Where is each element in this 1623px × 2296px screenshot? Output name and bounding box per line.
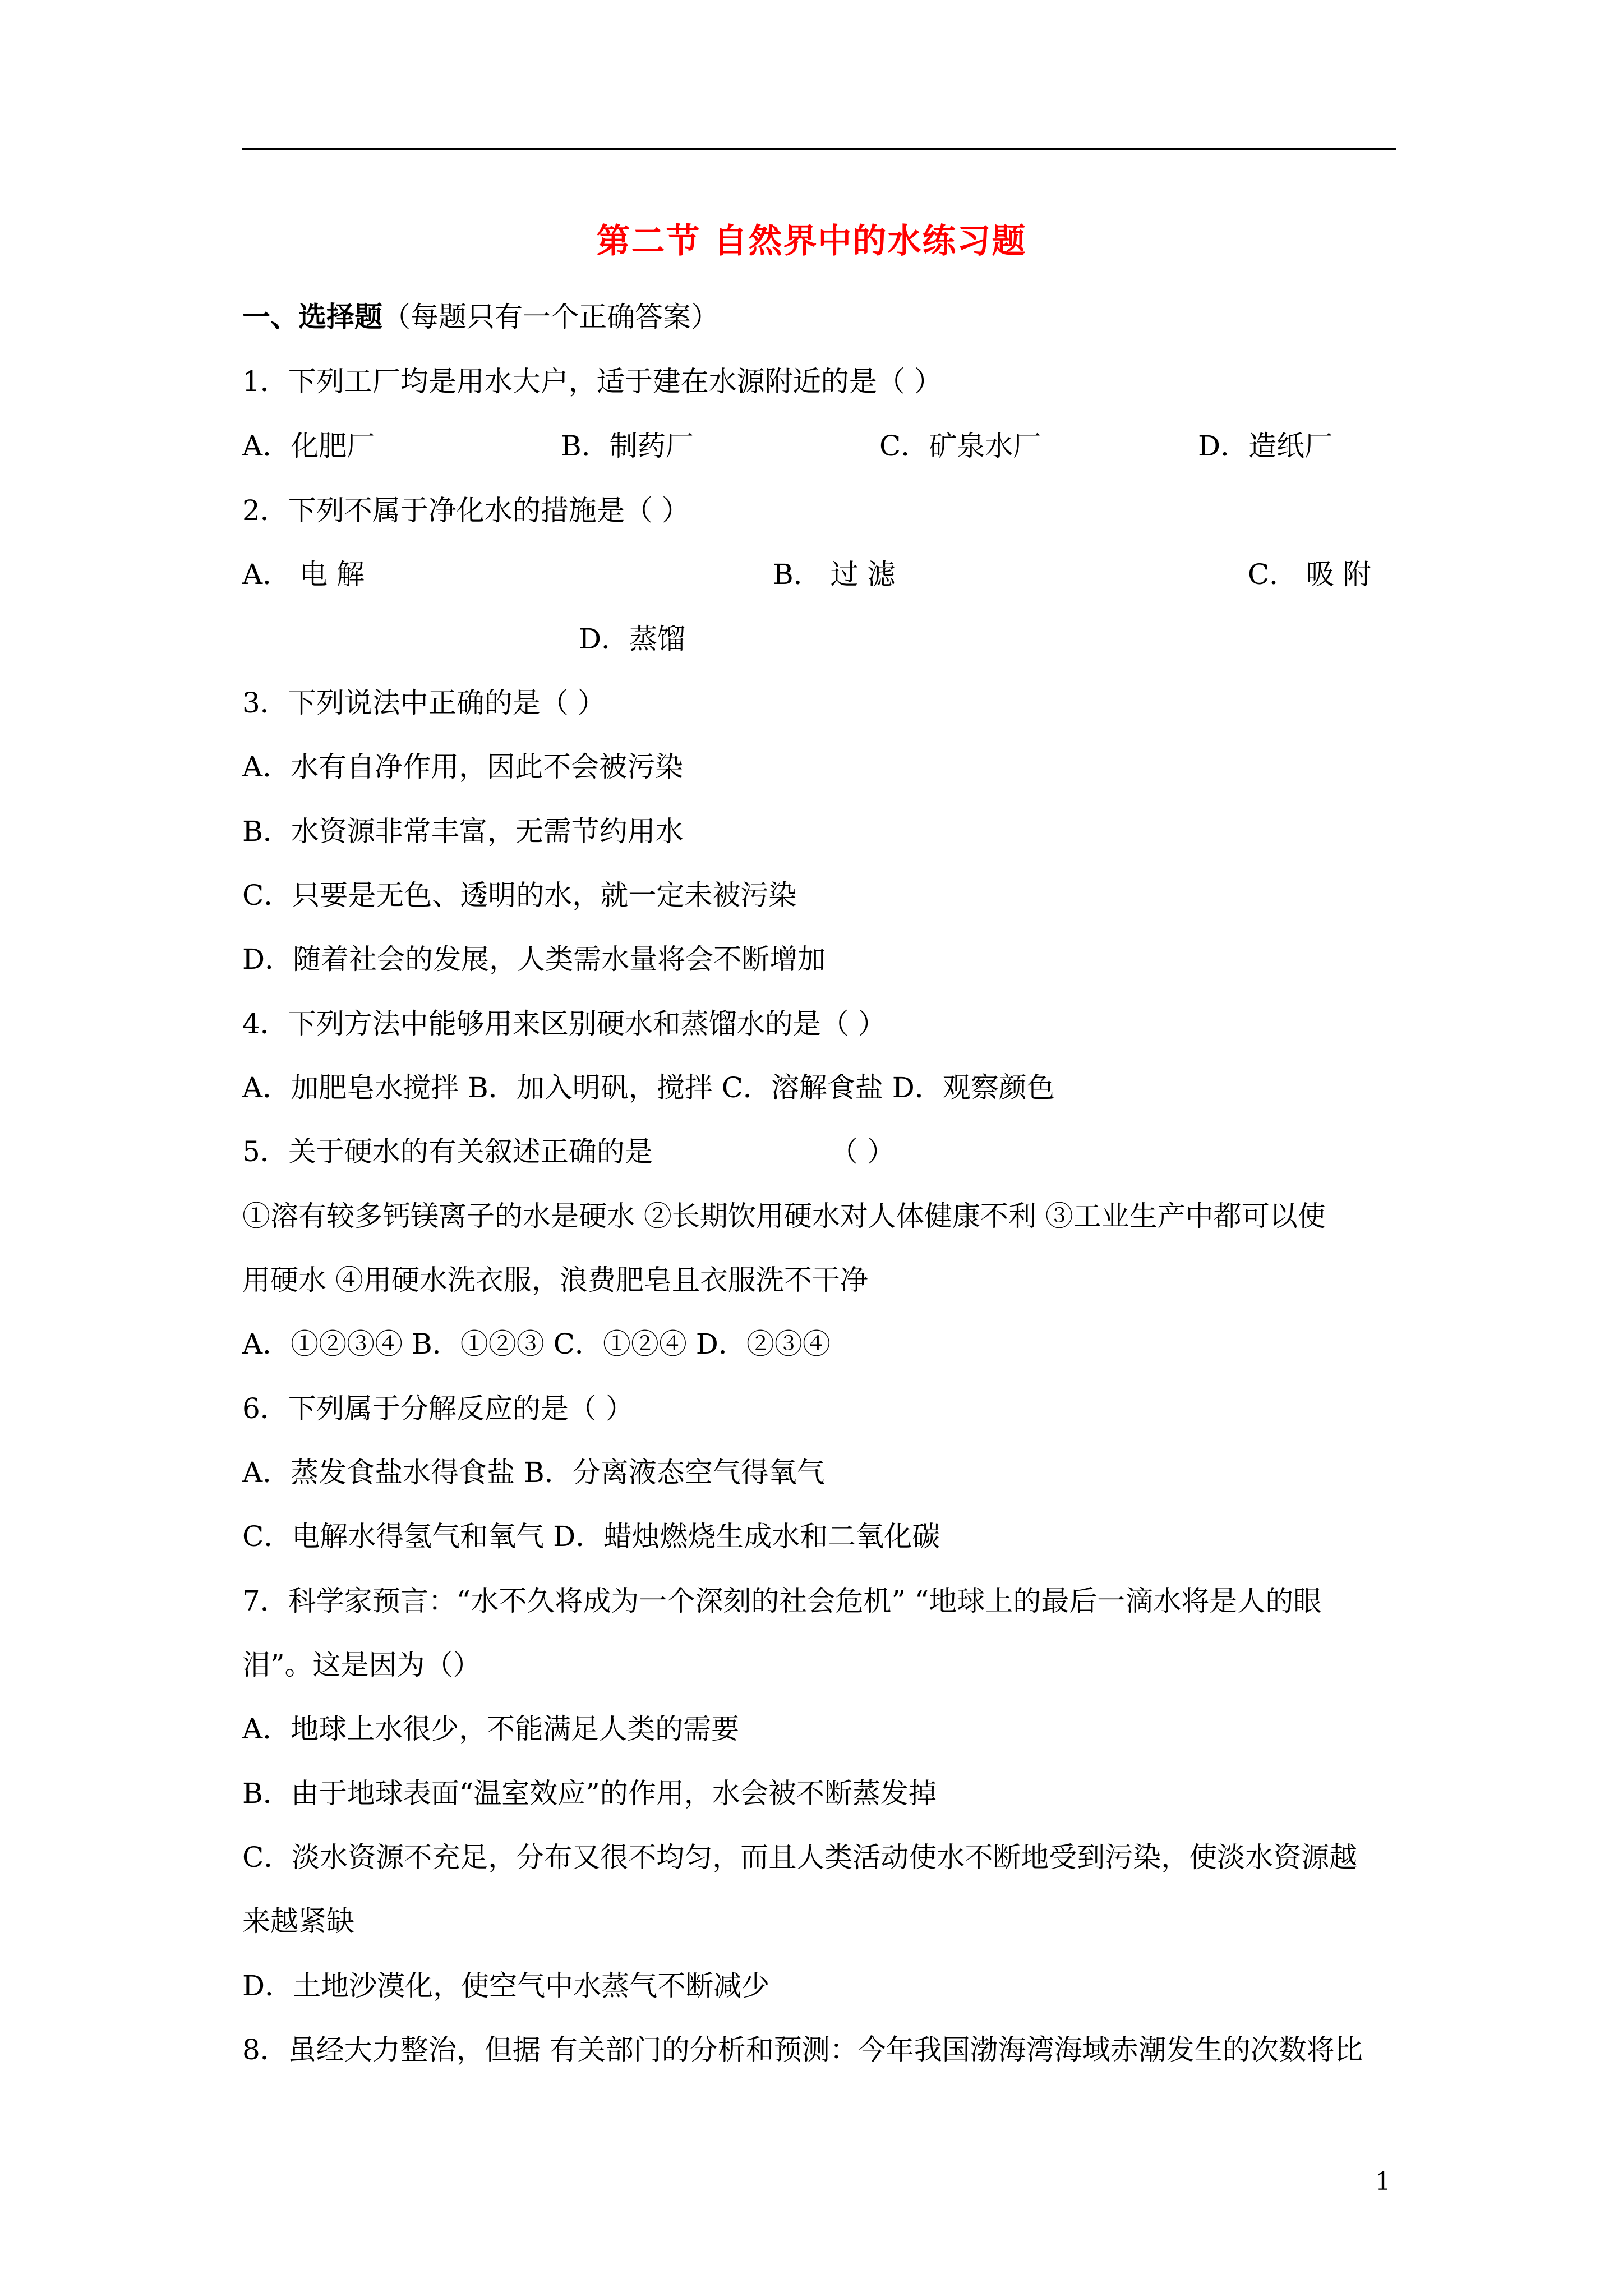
page-number: 1 xyxy=(1375,2168,1391,2196)
q7-option-a: A．地球上水很少，不能满足人类的需要 xyxy=(242,1713,740,1745)
q2-option-d: D．蒸馏 xyxy=(579,623,686,655)
page-title: 第二节 自然界中的水练习题 xyxy=(596,222,1027,261)
q5-statements-line-2: 用硬水 ④用硬水洗衣服，浪费肥皂且衣服洗不干净 xyxy=(242,1264,868,1296)
q2-option-a: A． 电 解 xyxy=(242,558,365,591)
header-rule xyxy=(242,148,1396,150)
question-8: 8．虽经大力整治，但据 有关部门的分析和预测：今年我国渤海湾海域赤潮发生的次数将比 xyxy=(242,2033,1363,2066)
q7-option-d: D．土地沙漠化，使空气中水蒸气不断减少 xyxy=(242,1970,770,2002)
q2-option-c: C． 吸 附 xyxy=(1248,558,1372,591)
question-1: 1．下列工厂均是用水大户，适于建在水源附近的是（ ） xyxy=(242,365,942,398)
question-6: 6．下列属于分解反应的是（ ） xyxy=(242,1392,634,1425)
q3-option-d: D．随着社会的发展，人类需水量将会不断增加 xyxy=(242,943,826,976)
question-5: 5．关于硬水的有关叙述正确的是 xyxy=(242,1135,653,1168)
section-label: 一、选择题 xyxy=(242,300,382,333)
q5-statements-line-1: ①溶有较多钙镁离子的水是硬水 ②长期饮用硬水对人体健康不利 ③工业生产中都可以使 xyxy=(242,1200,1326,1232)
q3-option-b: B．水资源非常丰富，无需节约用水 xyxy=(242,815,684,848)
q6-options-cd: C．电解水得氢气和氧气 D．蜡烛燃烧生成水和二氧化碳 xyxy=(242,1520,940,1553)
q3-option-a: A．水有自净作用，因此不会被污染 xyxy=(242,751,684,783)
question-7-line-2: 泪”。这是因为（） xyxy=(242,1649,481,1681)
q5-answer-paren: （ ） xyxy=(830,1135,895,1168)
q1-option-a: A．化肥厂 xyxy=(242,430,375,462)
q7-option-c-line-2: 来越紧缺 xyxy=(242,1905,354,1938)
q3-option-c: C．只要是无色、透明的水，就一定未被污染 xyxy=(242,879,797,912)
question-7-line-1: 7．科学家预言：“水不久将成为一个深刻的社会危机” “地球上的最后一滴水将是人的眼 xyxy=(242,1585,1322,1617)
question-4: 4．下列方法中能够用来区别硬水和蒸馏水的是（ ） xyxy=(242,1007,886,1040)
section-heading xyxy=(242,295,719,339)
section-note: （每题只有一个正确答案） xyxy=(382,301,719,333)
q7-option-c-line-1: C．淡水资源不充足，分布又很不均匀，而且人类活动使水不断地受到污染，使淡水资源越 xyxy=(242,1841,1358,1874)
question-2: 2．下列不属于净化水的措施是（ ） xyxy=(242,494,690,527)
q1-option-b: B．制药厂 xyxy=(561,430,694,462)
q5-options: A．①②③④ B．①②③ C．①②④ D．②③④ xyxy=(242,1328,831,1360)
q2-option-b: B． 过 滤 xyxy=(773,558,896,591)
question-3: 3．下列说法中正确的是（ ） xyxy=(242,687,606,719)
q4-options: A．加肥皂水搅拌 B．加入明矾，搅拌 C．溶解食盐 D．观察颜色 xyxy=(242,1071,1055,1104)
q6-options-ab: A．蒸发食盐水得食盐 B．分离液态空气得氧气 xyxy=(242,1456,825,1489)
q1-option-c: C．矿泉水厂 xyxy=(879,430,1041,462)
q1-option-d: D．造纸厂 xyxy=(1198,430,1333,462)
q7-option-b: B．由于地球表面“温室效应”的作用，水会被不断蒸发掉 xyxy=(242,1777,937,1810)
